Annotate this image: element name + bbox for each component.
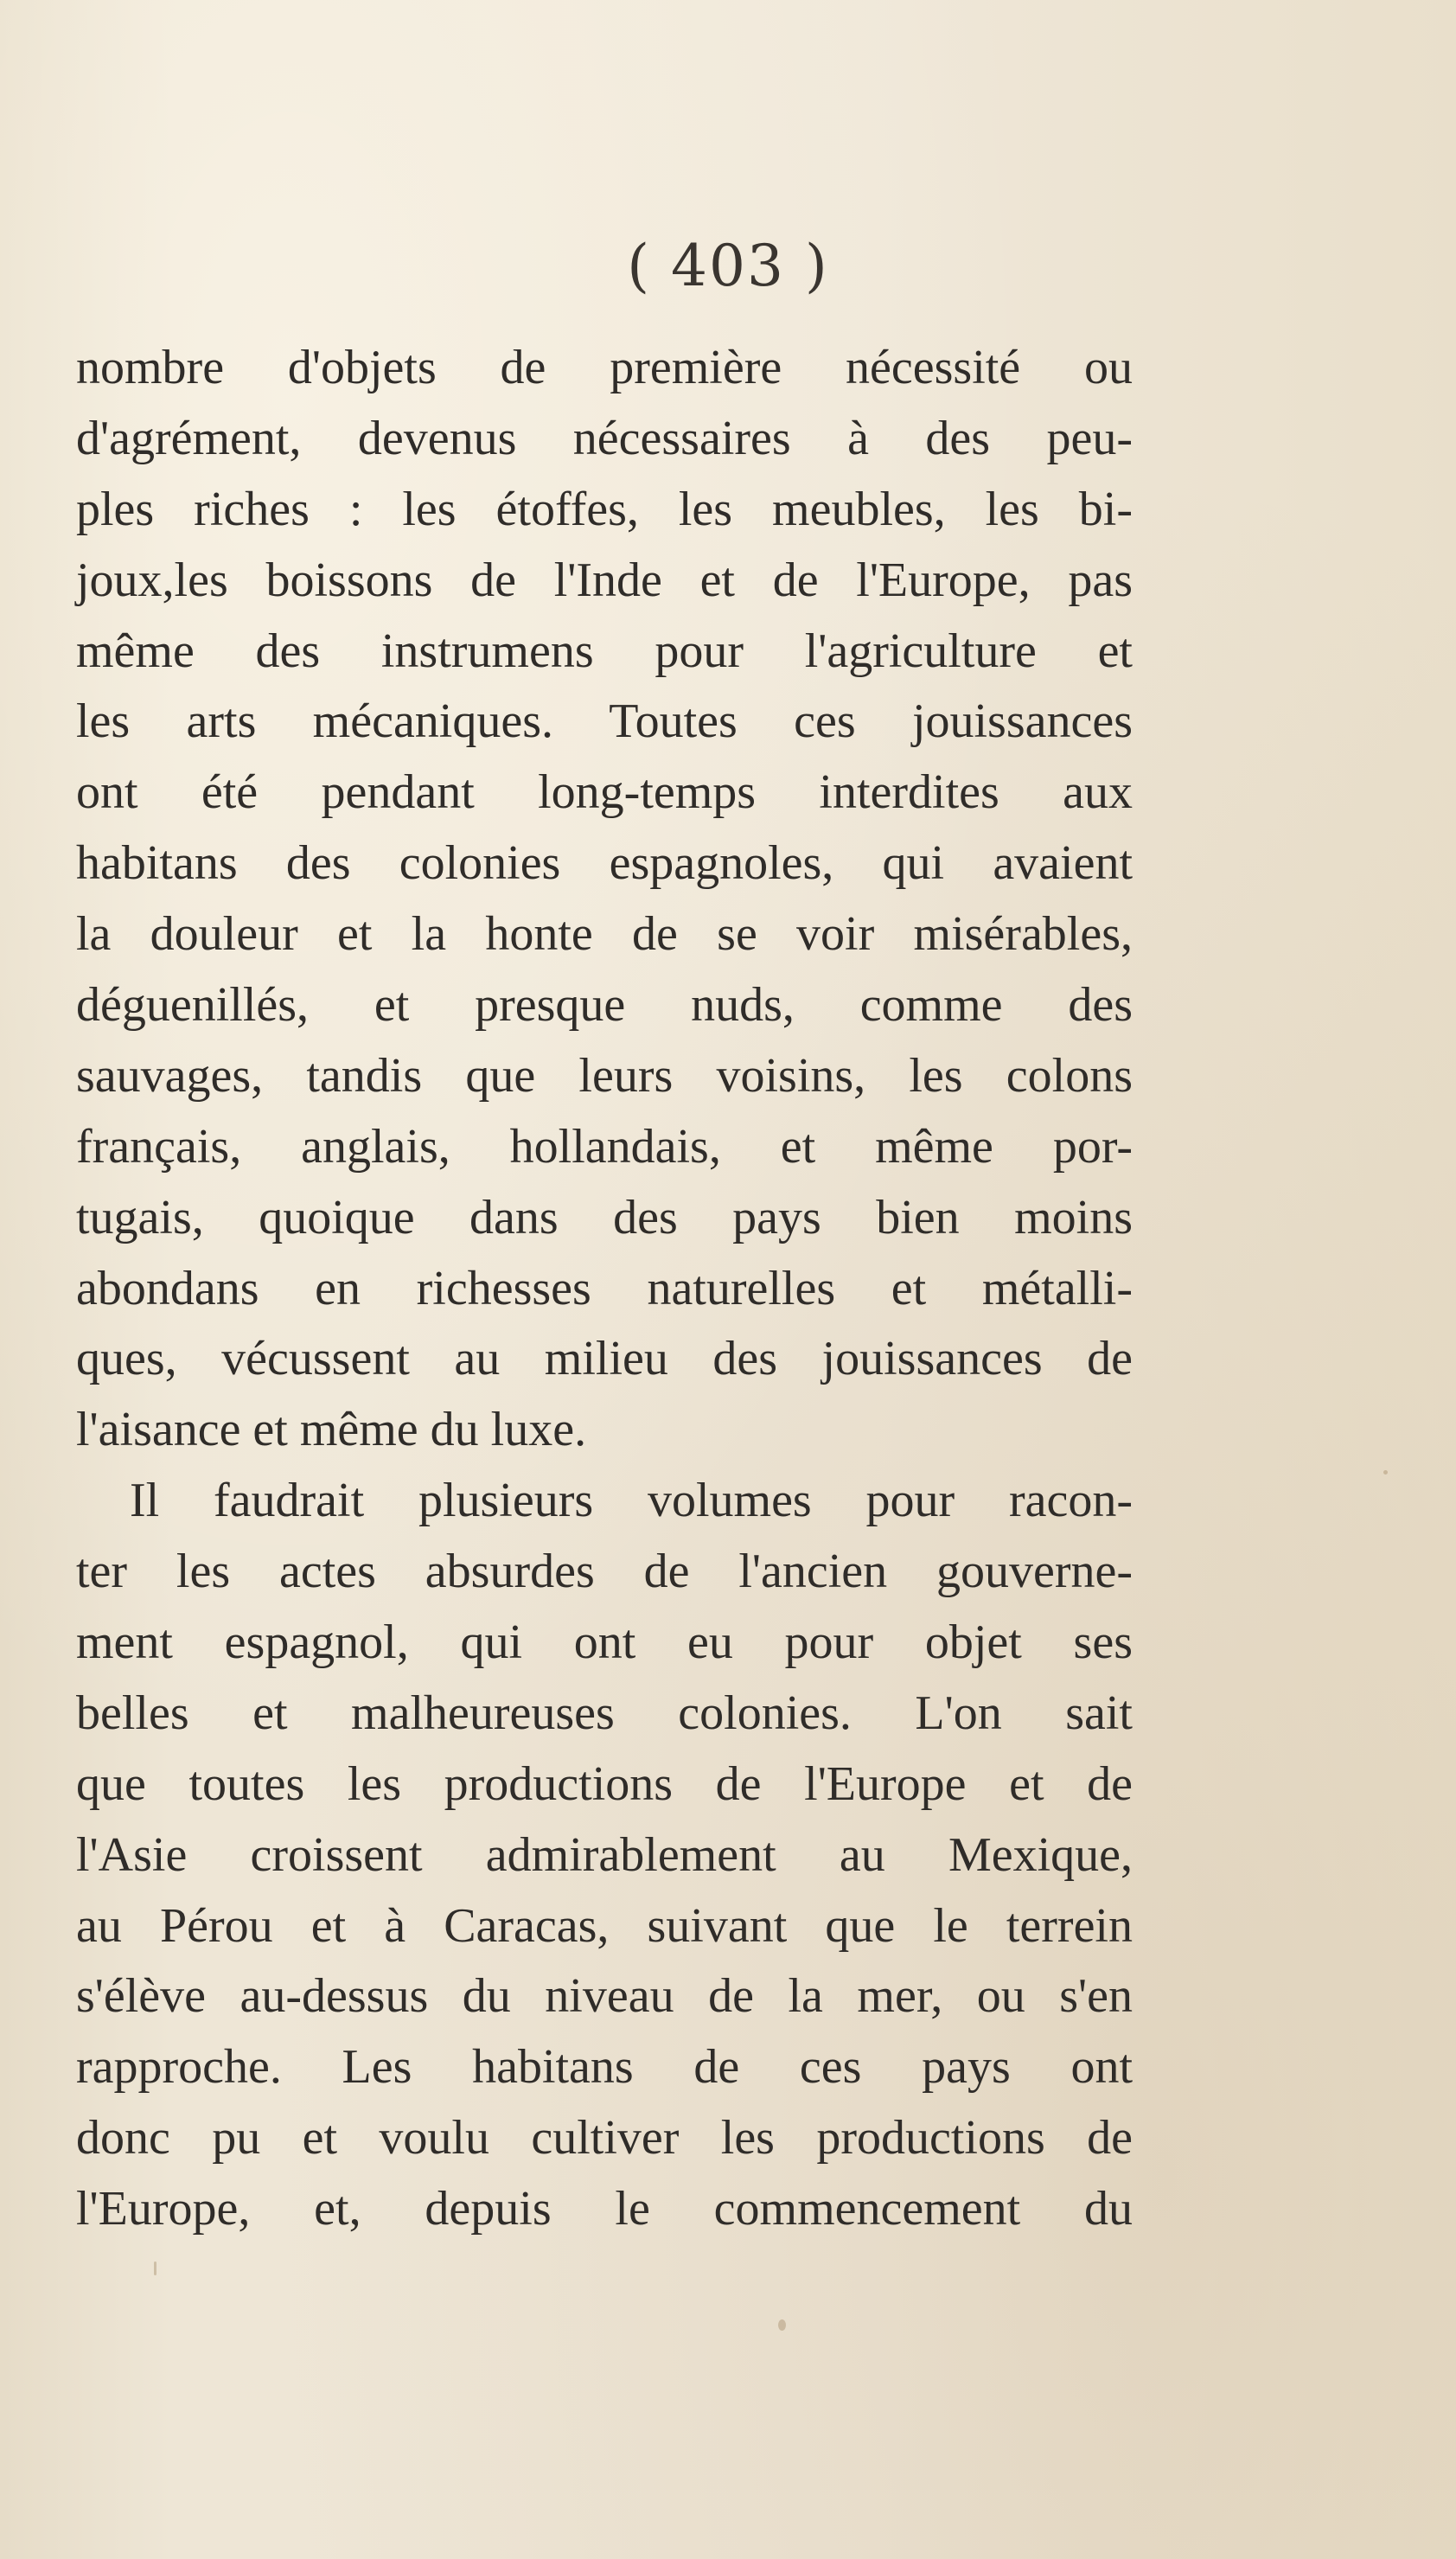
text-line: belles et malheureuses colonies. L'on sait bbox=[76, 1686, 1133, 1740]
paper-spot bbox=[154, 2262, 156, 2275]
body-text bbox=[76, 333, 1133, 2245]
paper-spot bbox=[1383, 1470, 1388, 1475]
text-line: au Pérou et à Caracas, suivant que le terrein bbox=[76, 1898, 1133, 1953]
text-line: ples riches : les étoffes, les meubles, les bi- bbox=[76, 482, 1133, 536]
paragraph-start-line: Il faudrait plusieurs volumes pour racon- bbox=[130, 1474, 1133, 1528]
text-line: habitans des colonies espagnoles, qui avaient bbox=[76, 836, 1133, 891]
text-line: d'agrément, devenus nécessaires à des peu- bbox=[76, 411, 1133, 465]
paragraph-end-line: l'aisance et même du luxe. bbox=[76, 1403, 587, 1457]
text-line: donc pu et voulu cultiver les productions de bbox=[76, 2111, 1133, 2166]
text-line: même des instrumens pour l'agriculture et bbox=[76, 624, 1133, 678]
text-line: tugais, quoique dans des pays bien moins bbox=[76, 1190, 1133, 1244]
text-line: l'Europe, et, depuis le commencement du bbox=[76, 2182, 1133, 2236]
text-line: ques, vécussent au milieu des jouissances de bbox=[76, 1332, 1133, 1386]
paper-spot bbox=[778, 2319, 786, 2331]
text-line: nombre d'objets de première nécessité ou bbox=[76, 341, 1133, 394]
text-line: l'Asie croissent admirablement au Mexique, bbox=[76, 1827, 1133, 1882]
text-line: ment espagnol, qui ont eu pour objet ses bbox=[76, 1615, 1133, 1670]
text-line: français, anglais, hollandais, et même por- bbox=[76, 1119, 1133, 1174]
text-line: que toutes les productions de l'Europe et de bbox=[76, 1756, 1133, 1811]
text-line: abondans en richesses naturelles et métalli- bbox=[76, 1261, 1133, 1315]
text-line: ter les actes absurdes de l'ancien gouverne- bbox=[76, 1545, 1133, 1599]
page-number: ( 403 ) bbox=[627, 233, 829, 299]
text-line: la douleur et la honte de se voir misérables, bbox=[76, 907, 1133, 962]
text-line: sauvages, tandis que leurs voisins, les colons bbox=[76, 1048, 1133, 1103]
text-line: les arts mécaniques. Toutes ces jouissances bbox=[76, 694, 1133, 749]
text-line: rapproche. Les habitans de ces pays ont bbox=[76, 2040, 1133, 2095]
text-line: déguenillés, et presque nuds, comme des bbox=[76, 978, 1133, 1033]
text-line: joux,les boissons de l'Inde et de l'Europe, pas bbox=[76, 553, 1133, 607]
text-line: ont été pendant long-temps interdites aux bbox=[76, 765, 1133, 820]
text-line: s'élève au-dessus du niveau de la mer, ou s'en bbox=[76, 1969, 1133, 2024]
